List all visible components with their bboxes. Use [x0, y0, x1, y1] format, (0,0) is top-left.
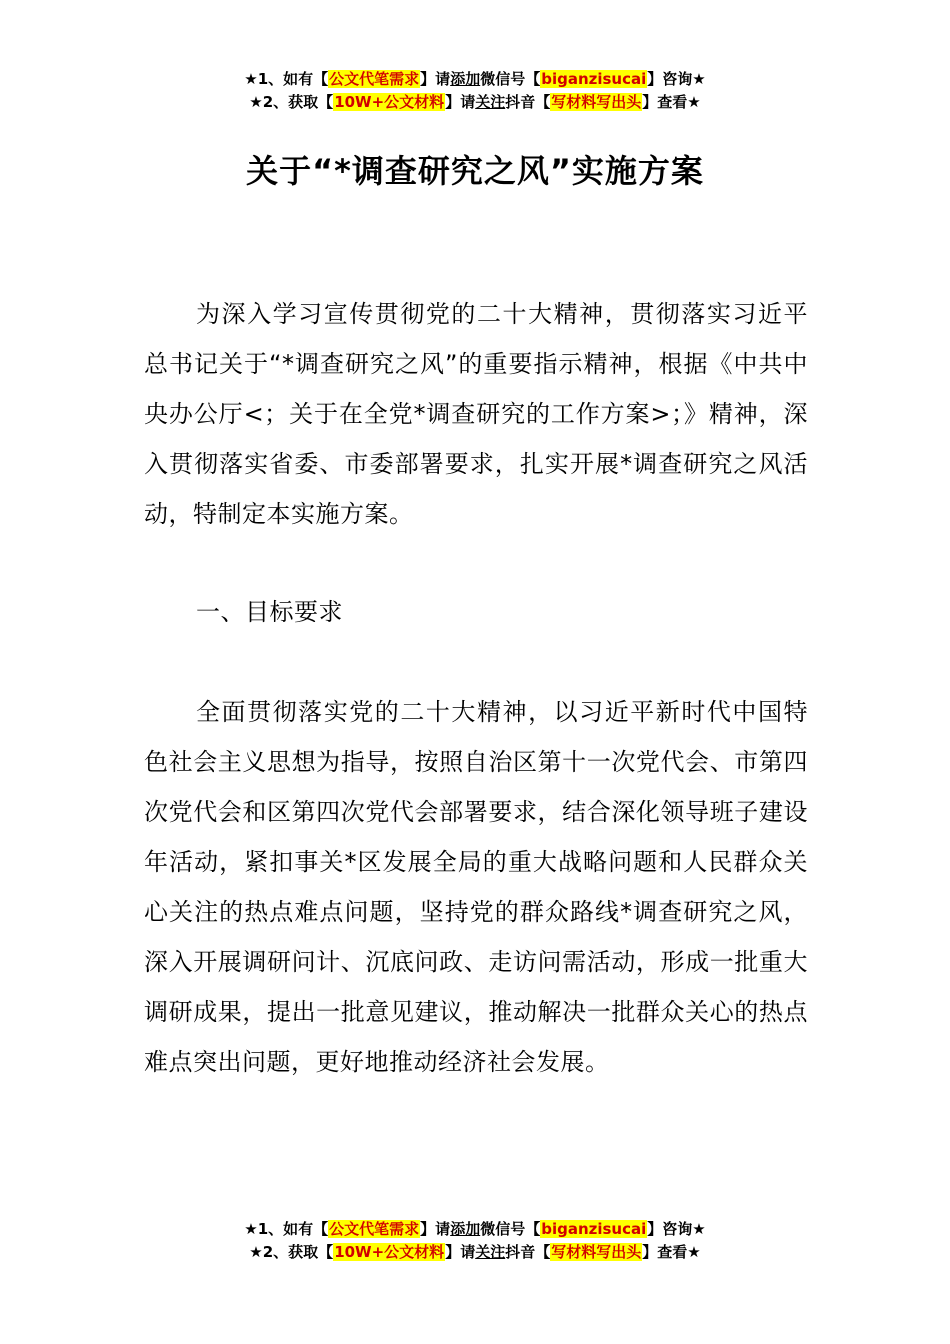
- promo-douyin-id: 写材料写出头: [551, 93, 642, 111]
- promo-highlight: 公文代笔需求: [329, 70, 420, 88]
- promo-footer: [0, 1218, 950, 1264]
- promo-header: [0, 68, 950, 114]
- promo-line-1: [0, 1218, 950, 1241]
- promo-wechat-id: biganzisucai: [541, 1220, 647, 1238]
- promo-text: ★2、获取【: [249, 93, 334, 111]
- promo-douyin-id: 写材料写出头: [551, 1243, 642, 1261]
- promo-underlined: 关注: [475, 93, 506, 111]
- paragraph-intro: 为深入学习宣传贯彻党的二十大精神，贯彻落实习近平总书记关于“*调查研究之风”的重要指示精神，根据《中共中央办公厅<；关于在全党*调查研究的工作方案>；》精神，深入贯彻落实省委、市委部署要求，扎实开展*调查研究之风活动，特制定本实施方案。: [144, 300, 808, 528]
- promo-text: 微信号【: [480, 1220, 541, 1238]
- promo-underlined: 关注: [475, 1243, 506, 1261]
- promo-text: 抖音【: [505, 1243, 551, 1261]
- promo-line-2: [0, 1241, 950, 1264]
- section-heading: 一、目标要求: [196, 598, 343, 626]
- paragraph-goals: 全面贯彻落实党的二十大精神，以习近平新时代中国特色社会主义思想为指导，按照自治区第十一次党代会、市第四次党代会和区第四次党代会部署要求，结合深化领导班子建设年活动，紧扣事关*区发展全局的重大战略问题和人民群众关心关注的热点难点问题，坚持党的群众路线*调查研究之风，深入开展调研问计、沉底问政、走访问需活动，形成一批重大调研成果，提出一批意见建议，推动解决一批群众关心的热点难点突出问题，更好地推动经济社会发展。: [144, 698, 808, 1076]
- promo-line-2: [0, 91, 950, 114]
- promo-underlined: 添加: [450, 70, 481, 88]
- promo-text: ★2、获取【: [249, 1243, 334, 1261]
- promo-highlight: 10W+公文材料: [334, 93, 445, 111]
- promo-text: 】查看★: [642, 93, 701, 111]
- promo-wechat-id: biganzisucai: [541, 70, 647, 88]
- promo-text: 微信号【: [480, 70, 541, 88]
- promo-text: 】请: [420, 70, 451, 88]
- promo-text: 】咨询★: [647, 1220, 706, 1238]
- promo-text: 】请: [445, 93, 476, 111]
- promo-text: ★1、如有【: [244, 70, 329, 88]
- promo-text: 】请: [420, 1220, 451, 1238]
- promo-text: 】请: [445, 1243, 476, 1261]
- promo-text: 】咨询★: [647, 70, 706, 88]
- promo-underlined: 添加: [450, 1220, 481, 1238]
- promo-line-1: [0, 68, 950, 91]
- promo-highlight: 10W+公文材料: [334, 1243, 445, 1261]
- promo-text: 】查看★: [642, 1243, 701, 1261]
- promo-highlight: 公文代笔需求: [329, 1220, 420, 1238]
- promo-text: 抖音【: [505, 93, 551, 111]
- document-title: 关于“*调查研究之风”实施方案: [246, 152, 704, 190]
- promo-text: ★1、如有【: [244, 1220, 329, 1238]
